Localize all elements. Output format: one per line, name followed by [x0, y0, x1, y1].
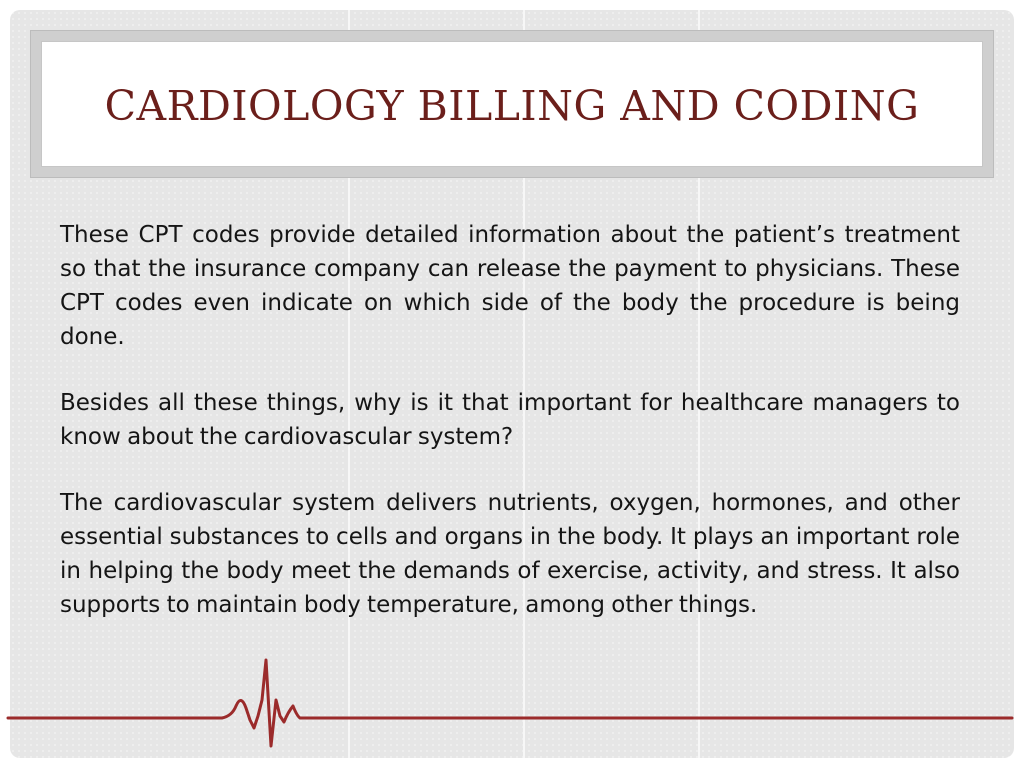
heartbeat-icon — [8, 660, 1012, 746]
paragraph-cardiovascular-system: The cardiovascular system delivers nutrients, oxygen, hormones, and other essential substances to cells and organs in the body. It plays an important role in helping the body meet the demands of exercise, activity, and stress. It also supports to maintain body temperature, among other things. — [60, 490, 960, 618]
paragraph-question: Besides all these things, why is it that important for healthcare managers to know about the cardiovascular system? — [60, 390, 960, 450]
paragraph-cpt-codes: These CPT codes provide detailed information about the patient’s treatment so that the insurance company can release the payment to physicians. These CPT codes even indicate on which side of the body the procedure is being done. — [60, 222, 960, 350]
slide-title: CARDIOLOGY BILLING AND CODING — [104, 82, 920, 130]
